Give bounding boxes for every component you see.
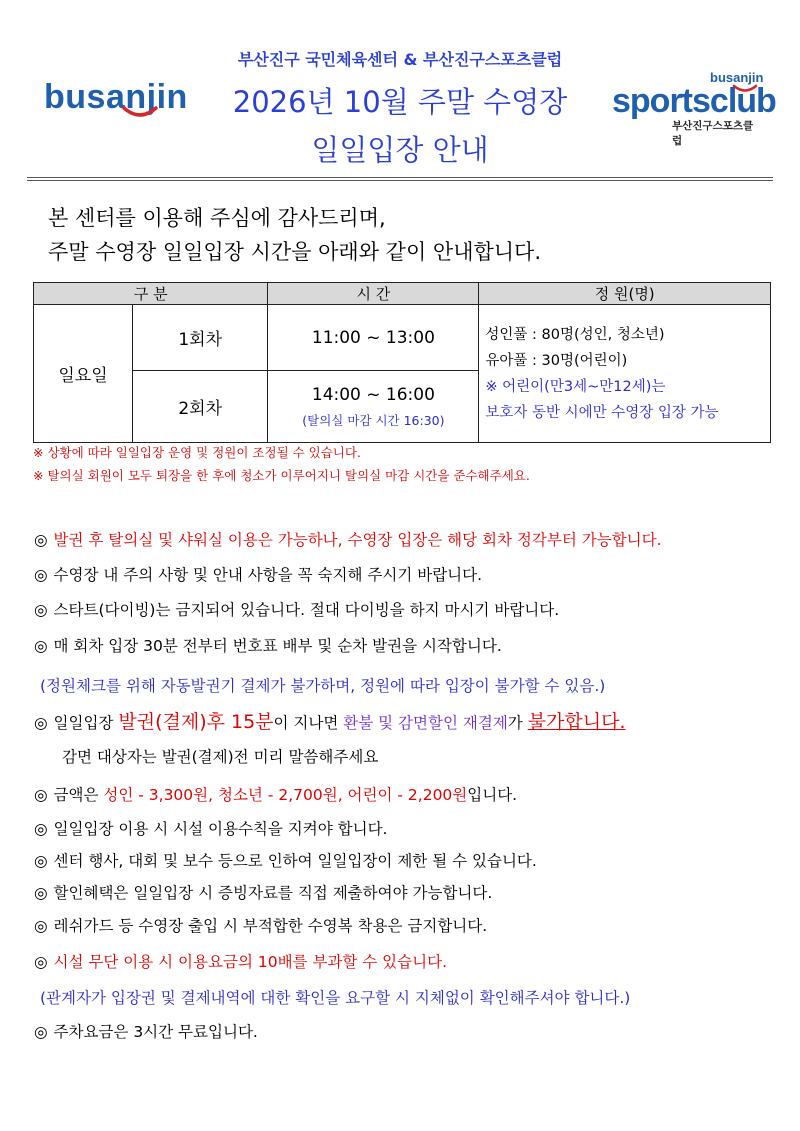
capacity-adult: 성인풀 : 80명(성인, 청소년): [485, 326, 665, 343]
item-text: 매 회차 입장 30분 전부터 번호표 배부 및 순차 발권을 시작합니다.: [53, 637, 502, 655]
locker-close-note: (탈의실 마감 시간 16:30): [302, 412, 445, 428]
header-category: 구 분: [34, 283, 268, 305]
item-text-highlight: 환불 및 감면할인 재결제: [343, 714, 508, 732]
capacity-cell: [479, 305, 771, 443]
list-item: [34, 817, 387, 839]
intro-line-1: 본 센터를 이용해 주심에 감사드리며,: [48, 206, 386, 230]
logo-subtext: 부산진구스포츠클럽: [672, 120, 754, 147]
day-cell: 일요일: [34, 305, 133, 443]
session-time: 11:00 ~ 13:00: [268, 305, 479, 371]
header-time: 시 간: [268, 283, 479, 305]
item-text: 할인혜택은 일일입장 시 증빙자료를 직접 제출하여야 가능합니다.: [53, 884, 493, 902]
item-note: (관계자가 입장권 및 결제내역에 대한 확인을 요구할 시 지체없이 확인해주셔야 합니다.): [40, 989, 631, 1007]
logo-wordmark: sportsclub: [612, 82, 776, 120]
item-note: (정원체크를 위해 자동발권기 결제가 불가하며, 정원에 따라 입장이 불가할 수 있음.): [40, 677, 606, 695]
header-capacity: 정 원(명): [479, 283, 771, 305]
bullet-icon: ◎: [34, 637, 48, 655]
bullet-icon: ◎: [34, 1023, 48, 1041]
list-item: [34, 783, 517, 805]
bullet-icon: ◎: [34, 953, 48, 971]
intro-line-2: 주말 수영장 일일입장 시간을 아래와 같이 안내합니다.: [48, 240, 542, 264]
item-text: 발권 후 탈의실 및 샤워실 이용은 가능하나, 수영장 입장은 해당 회차 정각부터 가능합니다.: [53, 531, 662, 549]
list-item: [34, 914, 487, 936]
capacity-note-2: 보호자 동반 시에만 수영장 입장 가능: [485, 404, 719, 421]
item-text: 스타트(다이빙)는 금지되어 있습니다. 절대 다이빙을 하지 마시기 바랍니다.: [53, 601, 560, 619]
table-header-row: [34, 283, 771, 305]
sportsclub-logo: [612, 70, 776, 147]
header: [0, 0, 800, 180]
item-text: 입니다.: [467, 786, 518, 804]
capacity-note-1: ※ 어린이(만3세~만12세)는: [485, 378, 666, 395]
bullet-icon: ◎: [34, 531, 48, 549]
item-text-highlight: 발권(결제)후 15분: [118, 711, 274, 733]
logo-small-text: busanjin: [710, 70, 764, 85]
bullet-icon: ◎: [34, 786, 48, 804]
list-item: [34, 528, 662, 550]
organization-name: 부산진구 국민체육센터 & 부산진구스포츠클럽: [237, 50, 563, 69]
price-text: 성인 - 3,300원, 청소년 - 2,700원, 어린이 - 2,200원: [103, 786, 468, 804]
item-text: 일일입장 이용 시 시설 이용수칙을 지켜야 합니다.: [53, 820, 388, 838]
bullet-icon: ◎: [34, 852, 48, 870]
session-time-cell: [268, 371, 479, 443]
page-title: 2026년 10월 주말 수영장: [232, 85, 568, 119]
list-item: [34, 634, 502, 656]
list-item: [34, 881, 492, 903]
bullet-icon: ◎: [34, 820, 48, 838]
page-subtitle: 일일입장 안내: [311, 133, 489, 167]
item-text: 일일입장: [53, 714, 119, 732]
item-text: 가: [507, 714, 528, 732]
item-text: 센터 행사, 대회 및 보수 등으로 인하여 일일입장이 제한 될 수 있습니다.: [53, 852, 537, 870]
item-text: 금액은: [53, 786, 104, 804]
item-text: 수영장 내 주의 사항 및 안내 사항을 꼭 숙지해 주시기 바랍니다.: [53, 566, 483, 584]
schedule-table: [33, 282, 771, 443]
capacity-child: 유아풀 : 30명(어린이): [485, 352, 628, 369]
logo-wordmark: busanjin: [44, 78, 188, 116]
list-item: [34, 849, 537, 871]
bullet-icon: ◎: [34, 566, 48, 584]
item-note: 감면 대상자는 발권(결제)전 미리 말씀해주세요: [62, 748, 379, 766]
item-text-highlight: 불가합니다.: [527, 711, 626, 733]
bullet-icon: ◎: [34, 714, 48, 732]
list-item: [34, 707, 626, 734]
item-text: 이 지나면: [273, 714, 344, 732]
table-row: [34, 305, 771, 371]
note-line: ※ 상황에 따라 일일입장 운영 및 정원이 조정될 수 있습니다.: [33, 445, 361, 460]
divider: [27, 177, 773, 178]
note-line: ※ 탈의실 회원이 모두 퇴장을 한 후에 청소가 이루어지니 탈의실 마감 시간을 준수해주세요.: [33, 468, 530, 483]
list-item: [34, 950, 447, 972]
list-item: [34, 598, 559, 620]
session-label: 2회차: [133, 371, 268, 443]
session-time: 14:00 ~ 16:00: [311, 384, 435, 405]
bullet-icon: ◎: [34, 601, 48, 619]
list-item: [34, 563, 482, 585]
bullet-icon: ◎: [34, 884, 48, 902]
item-text: 시설 무단 이용 시 이용요금의 10배를 부과할 수 있습니다.: [53, 953, 448, 971]
item-text: 레쉬가드 등 수영장 출입 시 부적합한 수영복 착용은 금지합니다.: [53, 917, 488, 935]
list-item: [34, 1020, 258, 1042]
bullet-icon: ◎: [34, 917, 48, 935]
session-label: 1회차: [133, 305, 268, 371]
item-text: 주차요금은 3시간 무료입니다.: [53, 1023, 258, 1041]
divider: [27, 180, 773, 181]
